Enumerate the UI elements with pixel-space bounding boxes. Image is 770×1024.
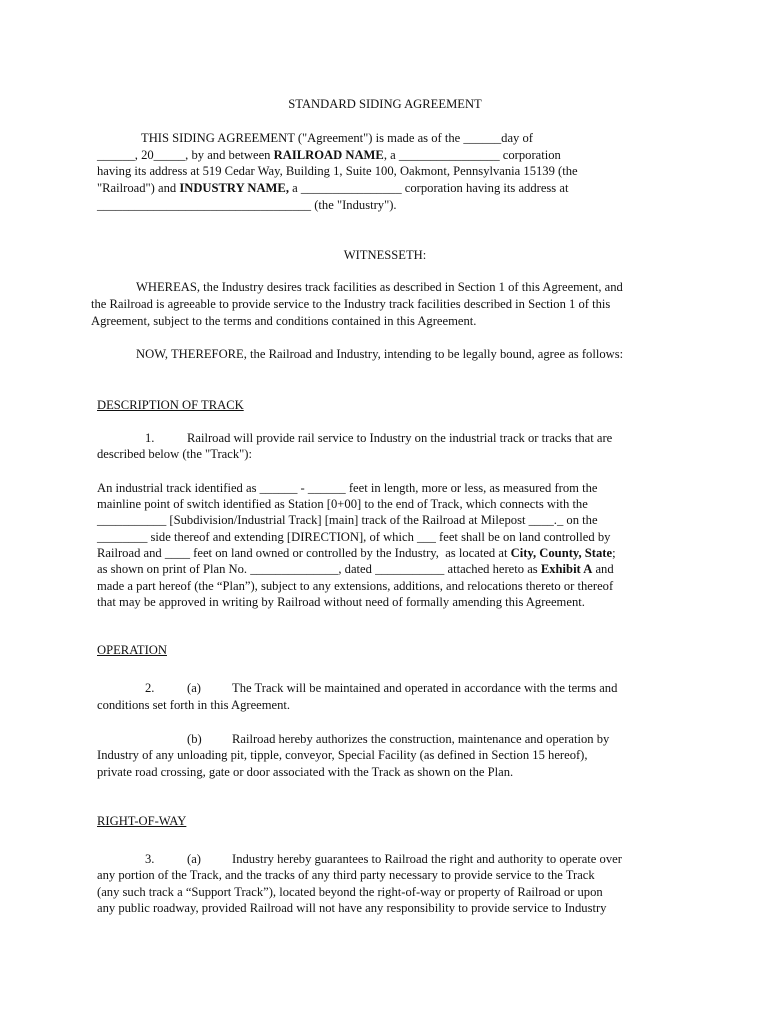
section2-line: The Track will be maintained and operated in accordance with the terms and — [232, 681, 618, 695]
track-description-line: An industrial track identified as ______ - ______ feet in length, more or less, as measured from the — [97, 481, 598, 495]
track-description-line: ___________ [Subdivision/Industrial Track] [main] track of the Railroad at Milepost ____._ on the — [97, 513, 598, 527]
section1-line: described below (the "Track"): — [97, 447, 252, 461]
section2-line: conditions set forth in this Agreement. — [97, 698, 291, 712]
track-description-line: mainline point of switch identified as Station [0+00] to the end of Track, which connects with the — [97, 497, 588, 511]
track-description-line: as shown on print of Plan No. ______________, dated ___________ attached hereto as Exhibit A and — [97, 562, 614, 576]
location-placeholder: City, County, State — [510, 546, 613, 560]
section-number: 2. — [145, 681, 155, 695]
now-therefore-clause: NOW, THEREFORE, the Railroad and Industry, intending to be legally bound, agree as follows: — [136, 347, 624, 361]
document-title: STANDARD SIDING AGREEMENT — [288, 97, 482, 111]
section3-line: any portion of the Track, and the tracks of any third party necessary to provide service to the Track — [97, 868, 595, 882]
preamble-line: having its address at 519 Cedar Way, Building 1, Suite 100, Oakmont, Pennsylvania 15139 (the — [97, 164, 578, 178]
section2-line: private road crossing, gate or door associated with the Track as shown on the Plan. — [97, 765, 514, 779]
section-number: 3. — [145, 852, 155, 866]
track-description-line: that may be approved in writing by Railroad without need of formally amending this Agreement. — [97, 595, 585, 609]
section2-line: Industry of any unloading pit, tipple, conveyor, Special Facility (as defined in Section 15 hereof), — [97, 748, 588, 762]
track-description-line: made a part hereof (the “Plan”), subject to any extensions, additions, and relocations thereto or thereof — [97, 579, 614, 593]
track-description-line: ________ side thereof and extending [DIRECTION], of which ___ feet shall be on land controlled by — [97, 530, 611, 544]
section2-line: Railroad hereby authorizes the construction, maintenance and operation by — [232, 732, 610, 746]
section3-line: any public roadway, provided Railroad will not have any responsibility to provide service to Industry — [97, 901, 607, 915]
preamble-line: ______, 20_____, by and between RAILROAD NAME, a ________________ corporation — [97, 148, 561, 162]
preamble-line: __________________________________ (the "Industry"). — [97, 198, 397, 212]
section1-line: Railroad will provide rail service to Industry on the industrial track or tracks that are — [187, 431, 613, 445]
industry-name: INDUSTRY NAME, — [179, 181, 289, 195]
section3-line: Industry hereby guarantees to Railroad the right and authority to operate over — [232, 852, 622, 866]
exhibit-a-reference: Exhibit A — [540, 562, 593, 576]
subsection-label: (b) — [187, 732, 202, 746]
subsection-label: (a) — [187, 852, 201, 866]
whereas-line: Agreement, subject to the terms and conditions contained in this Agreement. — [91, 314, 477, 328]
preamble-line: "Railroad") and INDUSTRY NAME, a ________________ corporation having its address at — [97, 181, 569, 195]
whereas-line: WHEREAS, the Industry desires track facilities as described in Section 1 of this Agreement, and — [136, 280, 623, 294]
section-number: 1. — [145, 431, 155, 445]
whereas-line: the Railroad is agreeable to provide service to the Industry track facilities described in Section 1 of this — [91, 297, 611, 311]
track-description-line: Railroad and ____ feet on land owned or controlled by the Industry, as located at City, County, State; — [97, 546, 616, 560]
preamble-line: THIS SIDING AGREEMENT ("Agreement") is made as of the ______day of — [141, 131, 533, 145]
section-heading-description: DESCRIPTION OF TRACK — [97, 398, 244, 412]
section-heading-right-of-way: RIGHT-OF-WAY — [97, 814, 187, 828]
railroad-name: RAILROAD NAME — [273, 148, 384, 162]
witnesseth-heading: WITNESSETH: — [343, 248, 427, 262]
subsection-label: (a) — [187, 681, 201, 695]
section3-line: (any such track a “Support Track”), located beyond the right-of-way or property of Railroad or upon — [97, 885, 603, 899]
section-heading-operation: OPERATION — [97, 643, 167, 657]
